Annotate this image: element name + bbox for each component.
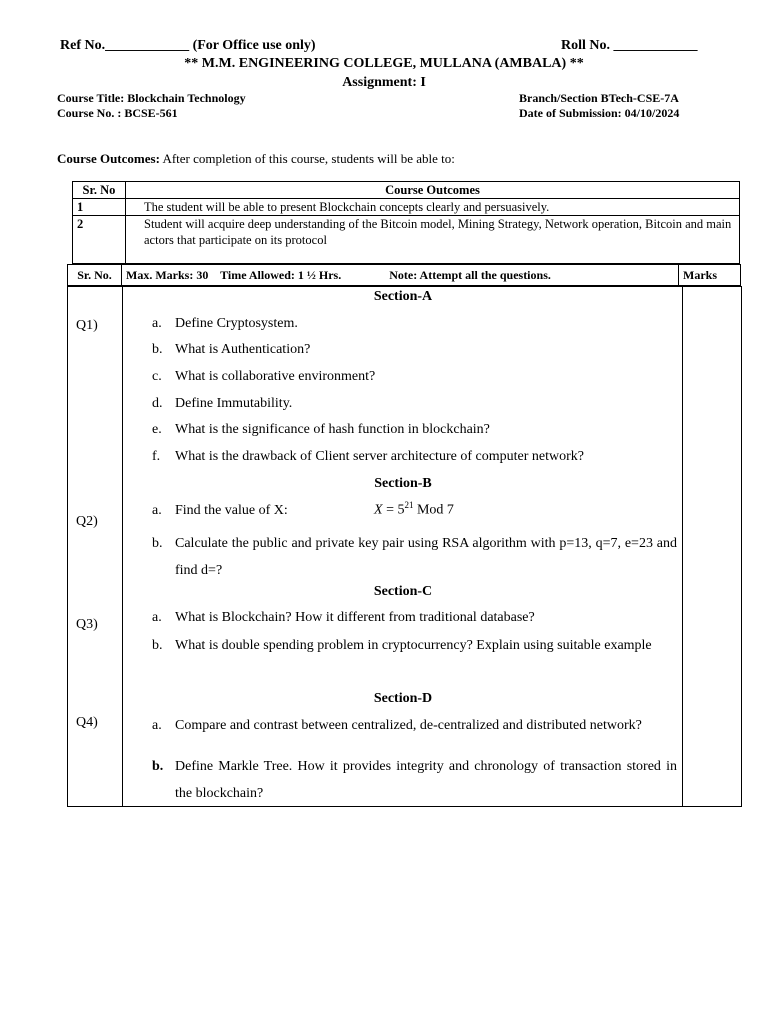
assignment-title: Assignment: I (342, 75, 426, 90)
item-label: a. (152, 718, 162, 733)
item-label: d. (152, 396, 163, 411)
submission-date: Date of Submission: 04/10/2024 (519, 106, 680, 120)
section-c-title: Section-C (373, 584, 433, 599)
item-text: What is the drawback of Client server architecture of computer network? (175, 449, 584, 464)
course-title: Course Title: Blockchain Technology (57, 91, 246, 105)
formula-exponent: 21 (404, 500, 414, 510)
outcome-text: Student will acquire deep understanding of the Bitcoin model, Mining Strategy, Network operation, Bitcoin and main actors that participate on its protocol (126, 216, 740, 264)
questions-header (67, 264, 741, 286)
outcome-sr: 2 (73, 216, 126, 264)
section-d-title: Section-D (373, 691, 433, 706)
outcomes-intro (57, 151, 455, 167)
table-row (73, 199, 740, 216)
item-label: b. (152, 342, 163, 357)
outcomes-col-title: Course Outcomes (126, 182, 740, 199)
question-number: Q4) (76, 715, 98, 730)
item-label: e. (152, 422, 162, 437)
item-text: Calculate the public and private key pair using RSA algorithm with p=13, q=7, e=23 and find d=? (175, 536, 677, 578)
formula-equals: = 5 (382, 502, 405, 518)
item-label: a. (152, 316, 162, 331)
item-text: Find the value of X: (175, 503, 288, 518)
item-text: Define Markle Tree. How it provides integrity and chronology of transaction stored in the blockchain? (175, 759, 677, 801)
item-text: Define Cryptosystem. (175, 316, 298, 331)
item-label: f. (152, 449, 161, 464)
questions-info: Max. Marks: 30 Time Allowed: 1 ½ Hrs. Note: Attempt all the questions. (122, 265, 679, 286)
question-number: Q2) (76, 514, 98, 529)
item-label: a. (152, 610, 162, 625)
outcomes-intro-text: After completion of this course, students will be able to: (159, 151, 455, 166)
table-row (73, 216, 740, 264)
college-name: ** M.M. ENGINEERING COLLEGE, MULLANA (AMBALA) ** (184, 56, 584, 71)
question-number: Q1) (76, 318, 98, 333)
outcome-sr: 1 (73, 199, 126, 216)
column-divider (122, 287, 123, 806)
section-b-title: Section-B (374, 476, 432, 491)
item-text: What is double spending problem in cryptocurrency? Explain using suitable example (175, 638, 652, 653)
item-label: b. (152, 536, 163, 551)
ref-no: Ref No.____________ (For Office use only) (60, 38, 316, 53)
item-text: What is collaborative environment? (175, 369, 376, 384)
item-label: c. (152, 369, 162, 384)
roll-no: Roll No. ____________ (561, 38, 698, 53)
outcomes-col-sr: Sr. No (73, 182, 126, 199)
outcomes-table (72, 181, 740, 264)
item-label: a. (152, 503, 162, 518)
formula-variable: X (374, 502, 383, 518)
outcome-text: The student will be able to present Blockchain concepts clearly and persuasively. (126, 199, 740, 216)
formula-mod: Mod 7 (413, 502, 454, 518)
branch-section: Branch/Section BTech-CSE-7A (519, 91, 679, 105)
item-text: Compare and contrast between centralized, de-centralized and distributed network? (175, 718, 642, 733)
item-label: b. (152, 759, 164, 774)
section-a-title: Section-A (373, 289, 433, 304)
item-text: What is Blockchain? How it different from traditional database? (175, 610, 535, 625)
column-divider (682, 287, 683, 806)
questions-col-sr: Sr. No. (68, 265, 122, 286)
course-number: Course No. : BCSE-561 (57, 106, 178, 120)
question-number: Q3) (76, 617, 98, 632)
item-text: Define Immutability. (175, 396, 293, 411)
questions-col-marks: Marks (679, 265, 741, 286)
item-text: What is the significance of hash function in blockchain? (175, 422, 490, 437)
item-label: b. (152, 638, 163, 653)
item-text: What is Authentication? (175, 342, 311, 357)
formula (374, 500, 454, 519)
questions-body (67, 286, 742, 807)
outcomes-intro-label: Course Outcomes: (57, 151, 160, 166)
